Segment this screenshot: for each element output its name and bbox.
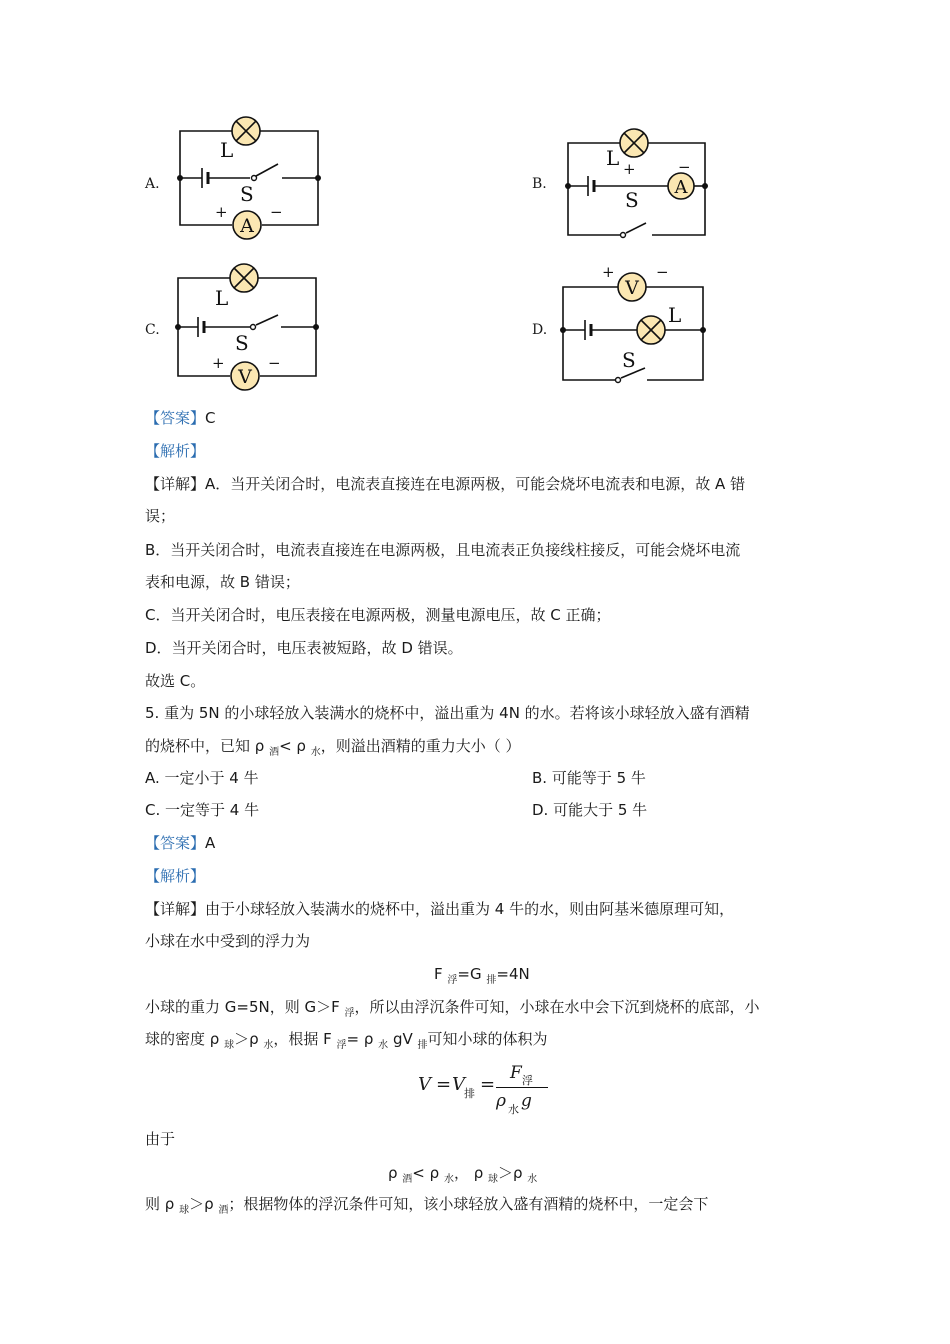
plus-sign: +: [215, 203, 228, 221]
ammeter-icon: [668, 173, 694, 199]
switch-label: S: [622, 348, 636, 372]
svg-text:A: A: [240, 215, 254, 237]
q5-choice-c: C. 一定等于 4 牛: [145, 801, 260, 819]
svg-text:A: A: [674, 177, 688, 198]
q4-c-line: C．当开关闭合时，电压表接在电源两极，测量电源电压，故 C 正确；: [145, 606, 611, 624]
lamp-label: L: [606, 146, 620, 170]
option-label-d: D.: [532, 322, 548, 338]
q5-choice-d: D. 可能大于 5 牛: [532, 801, 648, 819]
circuit-diagram-d: [555, 262, 715, 387]
lamp-icon: [620, 129, 648, 157]
lamp-icon: [637, 316, 665, 344]
minus-sign: −: [268, 354, 281, 372]
switch-label: S: [240, 182, 254, 206]
volume-formula: V = V 排 = F 浮 ρ 水 g: [418, 1063, 558, 1119]
q5-answer-line: [145, 833, 215, 853]
q4-b-line2: 表和电源，故 B 错误；: [145, 573, 300, 591]
detail-tag: 【详解】: [145, 475, 206, 493]
svg-text:V: V: [625, 277, 639, 299]
plus-sign: +: [212, 354, 225, 372]
q5-choice-b: B. 可能等于 5 牛: [532, 769, 646, 787]
q5-detail-line1: 【详解】由于小球轻放入装满水的烧杯中，溢出重为 4 牛的水，则由阿基米德原理可知，: [145, 900, 735, 918]
q4-detail-line: [145, 474, 745, 494]
q4-answer-line: [145, 408, 216, 428]
voltmeter-icon: [618, 273, 646, 301]
answer-tag: 【答案】: [145, 834, 206, 852]
circuit-diagram-a: [170, 110, 330, 245]
option-label-c: C.: [145, 322, 160, 338]
option-label-b: B.: [532, 176, 547, 192]
option-label-a: A.: [145, 176, 160, 192]
lamp-label: L: [668, 303, 682, 327]
q4-d-line: D．当开关闭合时，电压表被短路，故 D 错误。: [145, 639, 463, 657]
analysis-tag: 【解析】: [145, 867, 206, 885]
q5-choice-a: A. 一定小于 4 牛: [145, 769, 259, 787]
minus-sign: −: [678, 158, 691, 176]
circuit-diagram-b: [558, 122, 718, 247]
switch-label: S: [235, 331, 249, 355]
because-line: 由于: [145, 1130, 176, 1148]
q5-last-line: 则 ρ $_球$＞ρ $_酒$；根据物体的浮沉条件可知，该小球轻放入盛有酒精的烧杯中，一定会下: [145, 1195, 709, 1216]
q5-stem-line1: 5. 重为 5N 的小球轻放入装满水的烧杯中，溢出重为 4N 的水。若将该小球轻放入盛有酒精: [145, 704, 750, 722]
answer-value: A: [205, 834, 216, 852]
q5-line3: 小球的重力 G=5N，则 G＞F $_浮$，所以由浮沉条件可知，小球在水中会下沉到烧杯的底部，小: [145, 998, 760, 1019]
ammeter-icon: [233, 211, 261, 239]
plus-sign: +: [623, 160, 636, 178]
lamp-icon: [232, 117, 260, 145]
switch-label: S: [625, 188, 639, 212]
equation-buoyancy: F $_浮$=G $_排$=4N: [434, 965, 530, 986]
answer-value: C: [205, 409, 216, 427]
lamp-icon: [230, 264, 258, 292]
circuit-diagram-c: [168, 258, 328, 393]
answer-tag: 【答案】: [145, 409, 206, 427]
detail-text: A．当开关闭合时，电流表直接连在电源两极，可能会烧坏电流表和电源，故 A 错: [205, 475, 746, 493]
svg-text:V: V: [238, 366, 252, 388]
plus-sign: +: [602, 263, 615, 281]
voltmeter-icon: [231, 362, 259, 390]
lamp-label: L: [220, 138, 234, 162]
q5-line4: 球的密度 ρ $_球$＞ρ $_水$，根据 F $_浮$= ρ $_水$ gV $_排$可知小球的体积为: [145, 1030, 548, 1051]
minus-sign: −: [270, 203, 283, 221]
q4-conclusion: 故选 C。: [145, 672, 206, 690]
equation-density: ρ $_酒$< ρ $_水$， ρ $_球$＞ρ $_水$: [388, 1164, 538, 1185]
detail-tag: 【详解】: [145, 900, 206, 918]
q4-detail-line2: 误；: [145, 507, 176, 525]
q5-stem-line2: 的烧杯中，已知 ρ $_酒$< ρ $_水$，则溢出酒精的重力大小（ ）: [145, 737, 521, 758]
lamp-label: L: [215, 286, 229, 310]
analysis-tag: 【解析】: [145, 442, 206, 460]
q5-detail-line2: 小球在水中受到的浮力为: [145, 932, 311, 950]
q4-b-line1: B．当开关闭合时，电流表直接连在电源两极，且电流表正负接线柱接反，可能会烧坏电流: [145, 541, 741, 559]
minus-sign: −: [656, 263, 669, 281]
